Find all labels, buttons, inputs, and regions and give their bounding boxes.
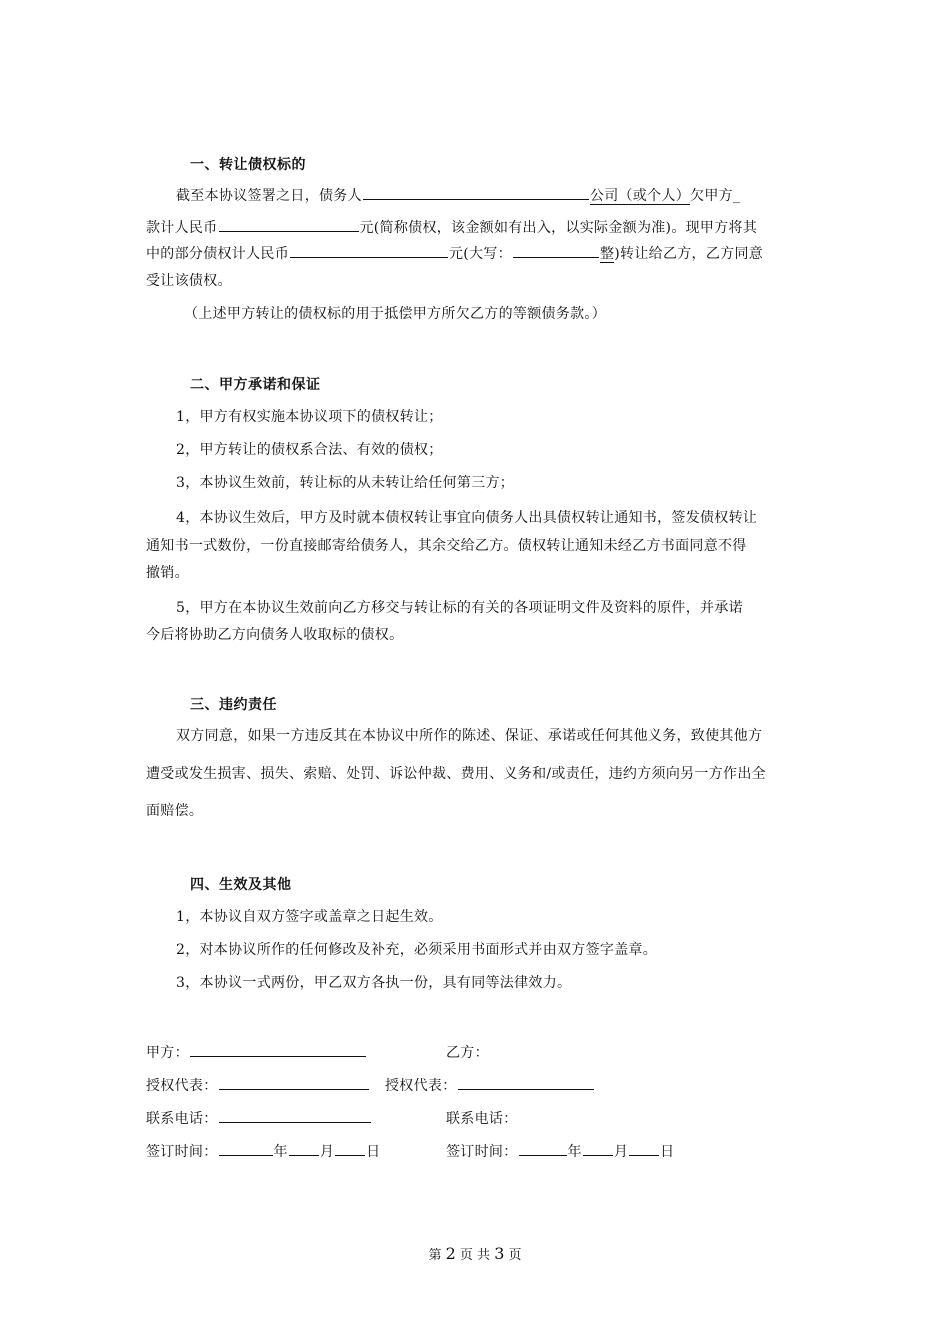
page-footer: 第 2 页 共 3 页 bbox=[428, 1244, 522, 1263]
section-3-line-2: 遭受或发生损害、损失、索赔、处罚、诉讼仲裁、费用、义务和/或责任，违约方须向另一方作出全 bbox=[146, 766, 766, 782]
phone-a-blank bbox=[219, 1108, 371, 1123]
rep-b-row: 授权代表： bbox=[385, 1075, 595, 1095]
section-3-line-3: 面赔偿。 bbox=[146, 803, 204, 819]
debtor-blank bbox=[363, 185, 589, 200]
day-b-blank bbox=[629, 1141, 659, 1156]
section-2-item-5-cont: 今后将协助乙方向债务人收取标的债权。 bbox=[146, 627, 404, 643]
total-page-number: 3 bbox=[494, 1244, 505, 1263]
section-2-heading: 二、甲方承诺和保证 bbox=[190, 377, 321, 393]
section-2-item-4: 4，本协议生效后，甲方及时就本债权转让事宜向债务人出具债权转让通知书，签发债权转让 bbox=[176, 510, 758, 526]
section-2-item-2: 2，甲方转让的债权系合法、有效的债权； bbox=[176, 442, 443, 458]
year-b-blank bbox=[519, 1141, 567, 1156]
section-1-line-1: 截至本协议签署之日，债务人 公司（或个人）欠甲方_ bbox=[176, 185, 840, 205]
year-a-blank bbox=[219, 1141, 273, 1156]
section-2-item-5: 5，甲方在本协议生效前向乙方移交与转让标的有关的各项证明文件及资料的原件，并承诺 bbox=[176, 600, 743, 616]
section-1-line-3: 中的部分债权计人民币 元(大写： 整)转让给乙方，乙方同意 bbox=[146, 243, 810, 263]
party-a-row: 甲方： bbox=[146, 1042, 367, 1062]
section-2-item-4-cont: 通知书一式数份，一份直接邮寄给债务人，其余交给乙方。债权转让通知未经乙方书面同意不得 bbox=[146, 538, 747, 554]
section-3-heading: 三、违约责任 bbox=[190, 697, 277, 713]
month-b-blank bbox=[583, 1141, 613, 1156]
day-a-blank bbox=[335, 1141, 365, 1156]
rep-a-blank bbox=[219, 1075, 369, 1090]
section-2-item-1: 1，甲方有权实施本协议项下的债权转让； bbox=[176, 409, 443, 425]
party-a-blank bbox=[190, 1042, 366, 1057]
section-3-line-1: 双方同意，如果一方违反其在本协议中所作的陈述、保证、承诺或任何其他义务，致使其他方 bbox=[176, 728, 763, 744]
section-1-note: （上述甲方转让的债权标的用于抵偿甲方所欠乙方的等额债务款。） bbox=[184, 306, 606, 322]
section-1-heading: 一、转让债权标的 bbox=[190, 157, 306, 173]
section-1-line-2: 款计人民币 元(简称债权，该金额如有出入，以实际金额为准)。现甲方将其 bbox=[146, 217, 810, 237]
date-b-row: 签订时间： 年 月 日 bbox=[446, 1141, 674, 1161]
section-4-item-1: 1，本协议自双方签字或盖章之日起生效。 bbox=[176, 909, 443, 925]
party-b-row: 乙方： bbox=[446, 1045, 489, 1061]
section-4-item-3: 3，本协议一式两份，甲乙双方各执一份，具有同等法律效力。 bbox=[176, 975, 572, 991]
month-a-blank bbox=[289, 1141, 319, 1156]
amount-blank bbox=[219, 217, 359, 232]
section-2-item-3: 3，本协议生效前，转让标的从未转让给任何第三方； bbox=[176, 475, 515, 491]
date-a-row: 签订时间： 年 月 日 bbox=[146, 1141, 380, 1161]
capital-amount-blank bbox=[513, 243, 599, 258]
current-page-number: 2 bbox=[445, 1244, 456, 1263]
phone-a-row: 联系电话： bbox=[146, 1108, 372, 1128]
rep-b-blank bbox=[458, 1075, 594, 1090]
section-2-item-4-end: 撤销。 bbox=[146, 565, 189, 581]
section-4-heading: 四、生效及其他 bbox=[190, 877, 292, 893]
rep-a-row: 授权代表： bbox=[146, 1075, 370, 1095]
phone-b-row: 联系电话： bbox=[446, 1111, 518, 1127]
section-4-item-2: 2，对本协议所作的任何修改及补充，必须采用书面形式并由双方签字盖章。 bbox=[176, 942, 658, 958]
partial-amount-blank bbox=[290, 243, 448, 258]
section-1-line-4: 受让该债权。 bbox=[146, 273, 232, 289]
